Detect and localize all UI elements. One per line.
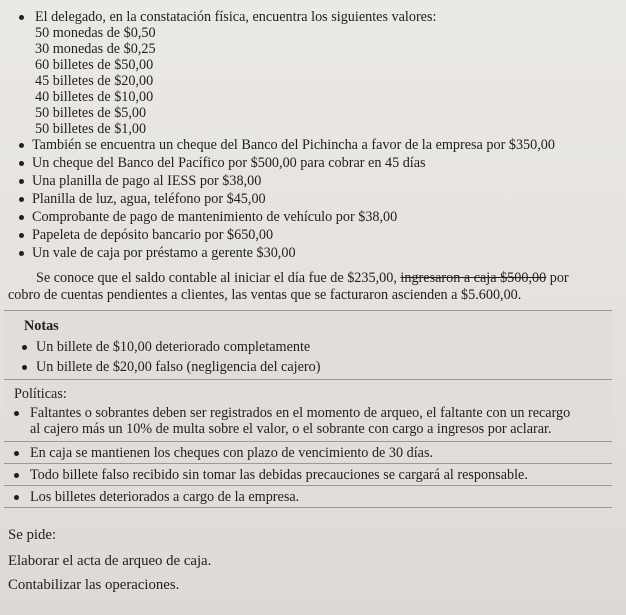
documento-item: Comprobante de pago de mantenimiento de vehículo por $38,00 xyxy=(32,209,398,225)
bullet-icon xyxy=(22,365,27,370)
bullet-icon xyxy=(19,15,24,20)
valor-item: 50 monedas de $0,50 xyxy=(35,25,156,41)
documento-item: Una planilla de pago al IESS por $38,00 xyxy=(32,173,262,189)
politica-item-3: Todo billete falso recibido sin tomar las debidas precauciones se cargará al responsable. xyxy=(30,467,528,483)
documento-item: Un vale de caja por préstamo a gerente $30,00 xyxy=(32,245,296,261)
valor-item: 40 billetes de $10,00 xyxy=(35,89,154,105)
notas-title: Notas xyxy=(24,318,59,334)
bullet-icon xyxy=(14,451,19,456)
valor-item: 30 monedas de $0,25 xyxy=(35,41,156,57)
politica-item-1: Faltantes o sobrantes deben ser registrados en el momento de arqueo, el faltante con un recargo xyxy=(30,405,571,421)
documento-item: Un cheque del Banco del Pacífico por $500,00 para cobrar en 45 días xyxy=(32,155,426,171)
politica-item-4: Los billetes deteriorados a cargo de la empresa. xyxy=(30,489,300,505)
bullet-icon xyxy=(14,495,19,500)
bullet-icon xyxy=(19,233,24,238)
documento-item: También se encuentra un cheque del Banco del Pichincha a favor de la empresa por $350,00 xyxy=(32,137,555,153)
valor-item: 50 billetes de $5,00 xyxy=(35,105,147,121)
nota-item: Un billete de $10,00 deteriorado completamente xyxy=(36,339,311,355)
parrafo-linea-1 xyxy=(36,270,569,286)
parrafo-texto: Se conoce que el saldo contable al iniciar el día fue de $235,00, xyxy=(36,270,401,286)
separator xyxy=(4,485,612,486)
politica-item-1-cont: al cajero más un 10% de multa sobre el valor, o el sobrante con cargo a ingresos por aclarar. xyxy=(30,421,552,437)
valor-item: 60 billetes de $50,00 xyxy=(35,57,154,73)
separator xyxy=(4,463,612,464)
documento-item: Planilla de luz, agua, teléfono por $45,00 xyxy=(32,191,266,207)
parrafo-linea-2: cobro de cuentas pendientes a clientes, las ventas que se facturaron ascienden a $5.600,00. xyxy=(8,287,522,303)
valor-item: 45 billetes de $20,00 xyxy=(35,73,154,89)
bullet-icon xyxy=(19,143,24,148)
bullet-icon xyxy=(19,161,24,166)
pide-tarea: Contabilizar las operaciones. xyxy=(8,577,180,593)
bullet-icon xyxy=(14,411,19,416)
separator xyxy=(4,379,612,380)
pide-title: Se pide: xyxy=(8,527,57,543)
bullet-icon xyxy=(22,345,27,350)
nota-item: Un billete de $20,00 falso (negligencia del cajero) xyxy=(36,359,321,375)
separator xyxy=(4,441,612,442)
politicas-title: Políticas: xyxy=(14,386,67,402)
bullet-icon xyxy=(19,179,24,184)
bullet-icon xyxy=(19,197,24,202)
politica-item-2: En caja se mantienen los cheques con plazo de vencimiento de 30 días. xyxy=(30,445,434,461)
parrafo-tachado: ingresaron a caja $500,00 xyxy=(400,270,547,286)
delegado-intro: El delegado, en la constatación física, encuentra los siguientes valores: xyxy=(35,9,437,25)
documento-item: Papeleta de depósito bancario por $650,00 xyxy=(32,227,274,243)
bullet-icon xyxy=(14,473,19,478)
pide-tarea: Elaborar el acta de arqueo de caja. xyxy=(8,553,212,569)
valor-item: 50 billetes de $1,00 xyxy=(35,121,147,137)
bullet-icon xyxy=(19,251,24,256)
bullet-icon xyxy=(19,215,24,220)
parrafo-texto-fin: por xyxy=(546,270,569,286)
